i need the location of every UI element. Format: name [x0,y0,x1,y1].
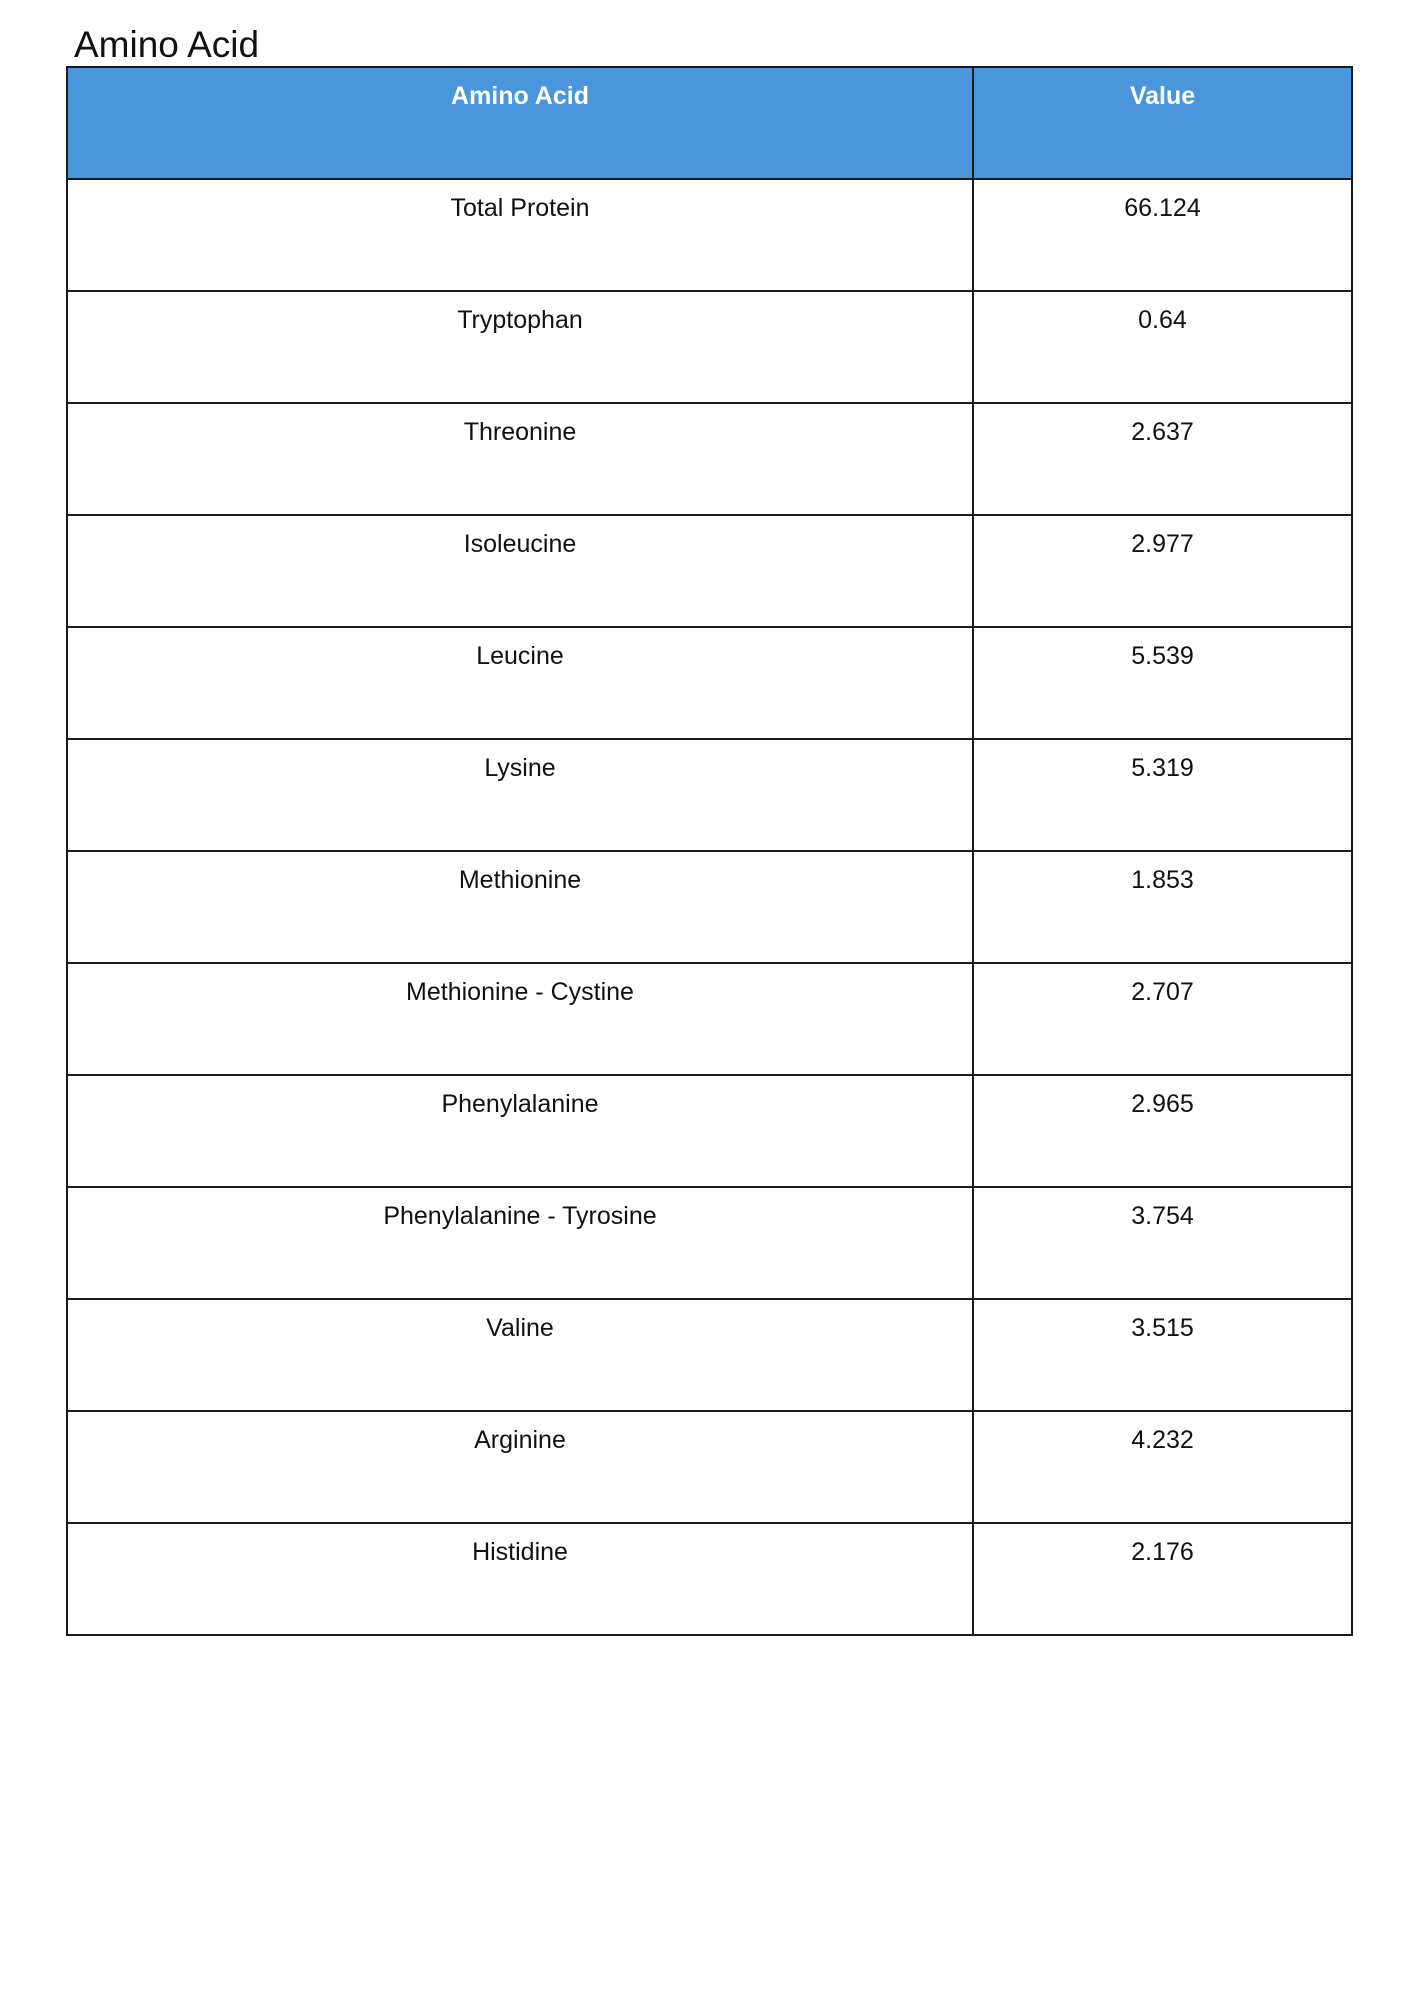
value-cell: 2.637 [973,403,1352,515]
amino-acid-cell: Isoleucine [67,515,973,627]
table-row [67,1187,1352,1299]
amino-acid-cell: Valine [67,1299,973,1411]
table-row [67,1075,1352,1187]
value-cell: 1.853 [973,851,1352,963]
amino-acid-cell: Methionine [67,851,973,963]
column-header-value: Value [973,67,1352,179]
table-body [67,179,1352,1635]
value-cell: 2.176 [973,1523,1352,1635]
amino-acid-cell: Tryptophan [67,291,973,403]
value-cell: 3.754 [973,1187,1352,1299]
table-row [67,291,1352,403]
table-row [67,179,1352,291]
table-row [67,627,1352,739]
table-row [67,1523,1352,1635]
amino-acid-table [66,66,1353,1636]
table-row [67,515,1352,627]
amino-acid-cell: Arginine [67,1411,973,1523]
amino-acid-cell: Phenylalanine - Tyrosine [67,1187,973,1299]
amino-acid-cell: Methionine - Cystine [67,963,973,1075]
amino-acid-cell: Histidine [67,1523,973,1635]
value-cell: 3.515 [973,1299,1352,1411]
amino-acid-cell: Phenylalanine [67,1075,973,1187]
value-cell: 4.232 [973,1411,1352,1523]
value-cell: 2.977 [973,515,1352,627]
page-title: Amino Acid [74,24,260,65]
table-row [67,1411,1352,1523]
table-header [67,67,1352,179]
value-cell: 5.319 [973,739,1352,851]
amino-acid-cell: Lysine [67,739,973,851]
header-row [67,67,1352,179]
value-cell: 66.124 [973,179,1352,291]
table-row [67,739,1352,851]
amino-acid-cell: Threonine [67,403,973,515]
value-cell: 2.965 [973,1075,1352,1187]
value-cell: 2.707 [973,963,1352,1075]
value-cell: 5.539 [973,627,1352,739]
table-row [67,1299,1352,1411]
table-row [67,963,1352,1075]
column-header-amino-acid: Amino Acid [67,67,973,179]
amino-acid-cell: Total Protein [67,179,973,291]
value-cell: 0.64 [973,291,1352,403]
table-row [67,403,1352,515]
table-row [67,851,1352,963]
amino-acid-cell: Leucine [67,627,973,739]
